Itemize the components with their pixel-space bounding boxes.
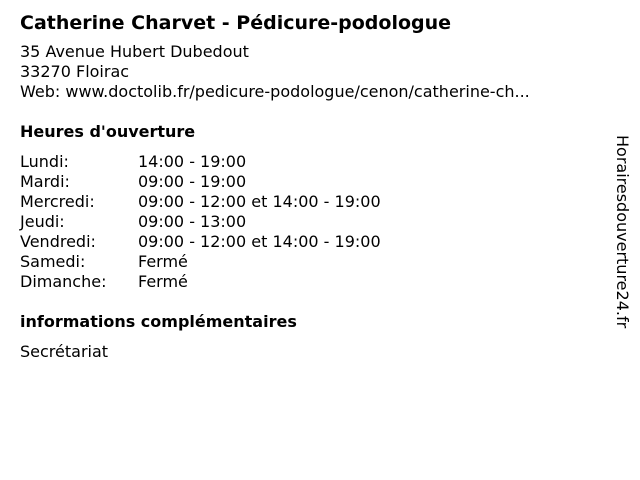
day-hours: Fermé xyxy=(138,252,188,271)
day-label: Mercredi: xyxy=(20,192,95,211)
day-hours: 09:00 - 12:00 et 14:00 - 19:00 xyxy=(138,192,381,211)
hours-row-mercredi xyxy=(20,192,600,212)
info-title: informations complémentaires xyxy=(20,312,297,331)
day-label: Dimanche: xyxy=(20,272,107,291)
street-address: 35 Avenue Hubert Dubedout xyxy=(20,42,249,61)
website-line xyxy=(20,82,600,102)
hours-row-dimanche xyxy=(20,272,600,292)
day-hours: 14:00 - 19:00 xyxy=(138,152,247,171)
day-hours: 09:00 - 13:00 xyxy=(138,212,247,231)
business-name: Catherine Charvet - Pédicure-podologue xyxy=(20,12,452,34)
day-label: Lundi: xyxy=(20,152,69,171)
website-label: Web: xyxy=(20,82,61,101)
side-brand-text: Horairesdouverture24.fr xyxy=(613,135,632,329)
hours-row-vendredi xyxy=(20,232,600,252)
day-hours: Fermé xyxy=(138,272,188,291)
day-label: Samedi: xyxy=(20,252,86,271)
hours-row-lundi xyxy=(20,152,600,172)
hours-table xyxy=(20,152,600,292)
hours-row-samedi xyxy=(20,252,600,272)
city-address: 33270 Floirac xyxy=(20,62,130,81)
day-hours: 09:00 - 19:00 xyxy=(138,172,247,191)
website-link[interactable]: www.doctolib.fr/pedicure-podologue/cenon/catherine-ch... xyxy=(65,82,530,101)
info-text: Secrétariat xyxy=(20,342,109,361)
hours-title: Heures d'ouverture xyxy=(20,122,196,141)
hours-row-mardi xyxy=(20,172,600,192)
content xyxy=(20,10,600,362)
day-hours: 09:00 - 12:00 et 14:00 - 19:00 xyxy=(138,232,381,251)
day-label: Vendredi: xyxy=(20,232,96,251)
day-label: Mardi: xyxy=(20,172,70,191)
hours-row-jeudi xyxy=(20,212,600,232)
day-label: Jeudi: xyxy=(20,212,65,231)
